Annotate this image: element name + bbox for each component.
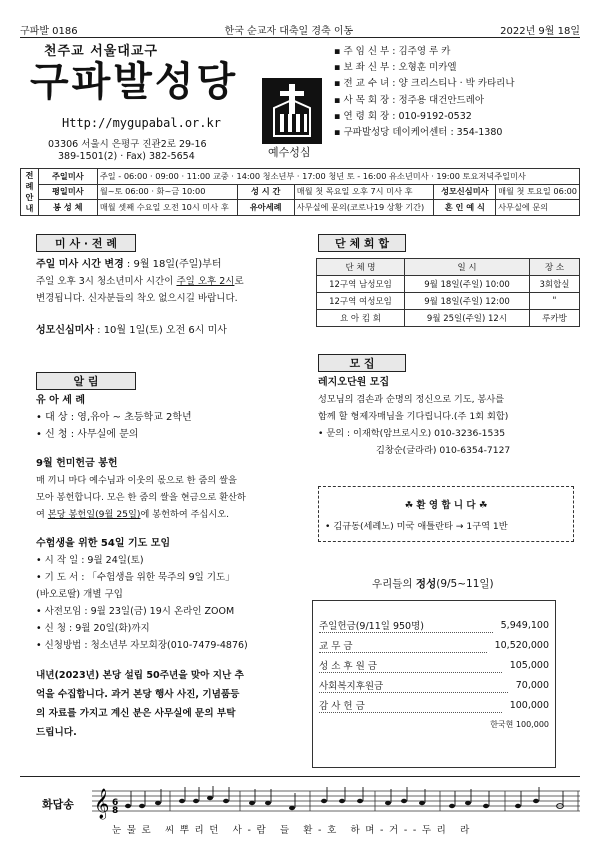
schedule-label: 봉 성 체 [38,200,97,216]
schedule-label: 평일미사 [38,184,97,200]
list-item: • 시 작 일 : 9월 24일(토) [36,555,144,566]
mass-section-heading: 미 사 · 전 례 [36,234,136,252]
staff-item: ▪ 보 좌 신 부 : 오형훈 미카엘 [334,62,457,74]
svg-text:8: 8 [112,806,119,816]
svg-text:𝄞: 𝄞 [94,789,110,819]
divider [20,776,580,777]
welcome-line: • 김규동(세례노) 미국 애틀란타 → 1구역 1반 [325,521,508,532]
offering-row: 사회복지후원금 70,000 [319,679,549,692]
offering-title: 우리들의 정성(9/5~11일) [372,578,494,590]
issue-date: 2022년 9월 18일 [500,26,580,37]
table-header: 단 체 명 [317,259,405,276]
list-item: • 신청방법 : 청소년부 자모회장(010-7479-4876) [36,640,248,651]
issue-motto: 한국 순교자 대축일 경축 이동 [224,26,354,37]
exam-prayer-title: 수험생을 위한 54일 기도 모임 [36,538,171,549]
liturgy-schedule-table [20,168,580,216]
issue-number: 구파발 0186 [20,26,78,37]
anniversary-notice: 내년(2023년) 본당 설립 50주년을 맞아 지난 추 억을 수집합니다. 과거 본당 행사 사진, 기념품등 의 자료를 가지고 계신 분은 사무실에 문의 부탁 드립니다. [36,670,244,738]
mass-section: 주일 미사 시간 변경 : 9월 18일(주일)부터 주일 오후 3시 청소년미사 시간이 주일 오후 2시로 변경됩니다. 신자분들의 착오 없으시길 바랍니다. 성모신심미사 : 10월 1일(토) 오전 6시 미사 [36,259,244,336]
staff-item: ▪ 주 임 신 부 : 김주영 루 카 [334,46,451,57]
schedule-text: 매월 셋째 수요일 오전 10시 미사 후 [97,200,237,216]
recruit-section-heading: 모 집 [318,354,406,372]
schedule-label: 혼 인 예 식 [434,200,496,216]
offering-row: 감 사 헌 금 100,000 [319,699,549,712]
list-item: • 사전모임 : 9월 23일(금) 19시 온라인 ZOOM [36,606,235,617]
list-item: • 신 청 : 9월 20일(화)까지 [36,623,150,634]
mary-mass-title: 성모신심미사 [36,325,94,336]
schedule-label: 주일미사 [38,169,97,185]
sacred-heart-emblem-icon [262,78,322,144]
schedule-side-label: 전례안내 [21,169,39,216]
notice-section-heading: 알 림 [36,372,136,390]
mass-change-title: 주일 미사 시간 변경 [36,259,124,270]
notice-section: 유 아 세 례 • 대 상 : 영,유아 ~ 초등학교 2학년 • 신 청 : 사무실에 문의 9월 헌미헌금 봉헌 매 끼니 마다 예수님과 이웃의 몫으로 한 줌의 쌀을 모아 봉헌합니다. 모은 한 줌의 쌀을 현금으로 환산하 여 본당 봉헌일(9월 25일)에 봉헌하여 주십시오. 수험생을 위한 54일 기도 모임 • 시 작 일 : 9월 24일(토) • 기 도 서 : 「수험생을 위한 묵주의 9일 기도」 (바오로딸) 개별 구입 • 사전모임 : 9월 23일(금) 19시 온라인 ZOOM • 신 청 : 9월 20일(화)까지 • 신청방법 : 청소년부 자모회장(010-7479-4876) 내년(2023년) 본당 설립 50주년을 맞아 지난 추 억을 수집합니다. 과거 본당 행사 사진, 기념품등 의 자료를 가지고 계신 분은 사무실에 문의 부탁 드립니다. [36,392,298,742]
staff-item: ▪ 전 교 수 녀 : 양 크리스티나 · 박 카타리나 [334,78,515,90]
welcome-title: ☘ 환 영 합 니 다 ☘ [404,500,488,511]
table-row: 요 아 킴 회 9월 25일(주일) 12시 루카방 [317,310,580,327]
issue-header [20,22,580,38]
schedule-label: 성 시 간 [237,184,294,200]
schedule-text: 월~토 06:00 · 화~금 10:00 [97,184,237,200]
table-header: 일 시 [405,259,530,276]
schedule-text: 주일 - 06:00 · 09:00 · 11:00 교중 · 14:00 청소년부 · 17:00 청년 토 - 16:00 유소년미사 · 19:00 토요저녁주일미사 [97,169,579,185]
parish-diocese: 천주교 서울대교구 [44,44,158,59]
groups-section-heading: 단 체 회 합 [318,234,406,252]
parish-address: 03306 서울시 은평구 진관2로 29-16 [48,139,207,150]
table-row: 12구역 남성모임 9월 18일(주일) 10:00 3회합실 [317,276,580,293]
parish-phone: 389-1501(2) · Fax) 382-5654 [58,151,195,162]
list-item: • 기 도 서 : 「수험생을 위한 묵주의 9일 기도」 [36,572,235,583]
schedule-text: 매월 첫 토요일 06:00 [496,184,580,200]
group-meetings-table [316,258,580,327]
offering-row: 주일헌금(9/11일 950명) 5,949,100 [319,619,549,632]
staff-item: ▪ 사 목 회 장 : 정주용 대건안드레아 [334,94,485,106]
schedule-text: 사무실에 문의(코로나19 상황 기간) [294,200,434,216]
table-row: 12구역 여성모임 9월 18일(주일) 12:00 " [317,293,580,310]
hymn-lyrics: 눈물로 씨뿌리던 사-람 들 환-호 하며-거--두리 라 [112,825,475,836]
offering-row: 성 소 후 원 금 105,000 [319,659,549,672]
rice-offering-title: 9월 헌미헌금 봉헌 [36,458,118,469]
table-header: 장 소 [530,259,580,276]
recruit-section: 레지오단원 모집 성모님의 겸손과 순명의 정신으로 기도, 봉사를 함께 할 형제자매님을 기다립니다.(주 1회 회합) • 문의 : 이재학(암브로시오) 010-3236-1535 김창순(글라라) 010-6354-7127 [318,374,580,459]
offering-row: 교 무 금 10,520,000 [319,639,549,652]
parish-name: 구파발성당 [30,59,239,105]
staff-item: ▪ 연 령 회 장 : 010-9192-0532 [334,110,472,122]
schedule-text: 매월 첫 목요일 오후 7시 미사 후 [294,184,434,200]
svg-text:6: 6 [112,798,119,808]
parish-url[interactable]: Http://mygupabal.or.kr [62,116,221,130]
schedule-label: 성모신심미사 [434,184,496,200]
staff-list [334,44,515,141]
list-item: (바오로딸) 개별 구입 [36,589,123,600]
offering-extra: 한국현 100,000 [490,720,549,729]
offering-box [312,600,556,768]
baptism-title: 유 아 세 례 [36,395,86,406]
emblem-label: 예수성심 [268,146,311,159]
welcome-box [318,486,574,542]
staff-item: ▪ 구파발성당 데이케어센터 : 354-1380 [334,127,503,139]
hymn-label: 화답송 [42,798,74,811]
schedule-text: 사무실에 문의 [496,200,580,216]
schedule-label: 유아세례 [237,200,294,216]
legio-recruit-title: 레지오단원 모집 [318,377,390,388]
